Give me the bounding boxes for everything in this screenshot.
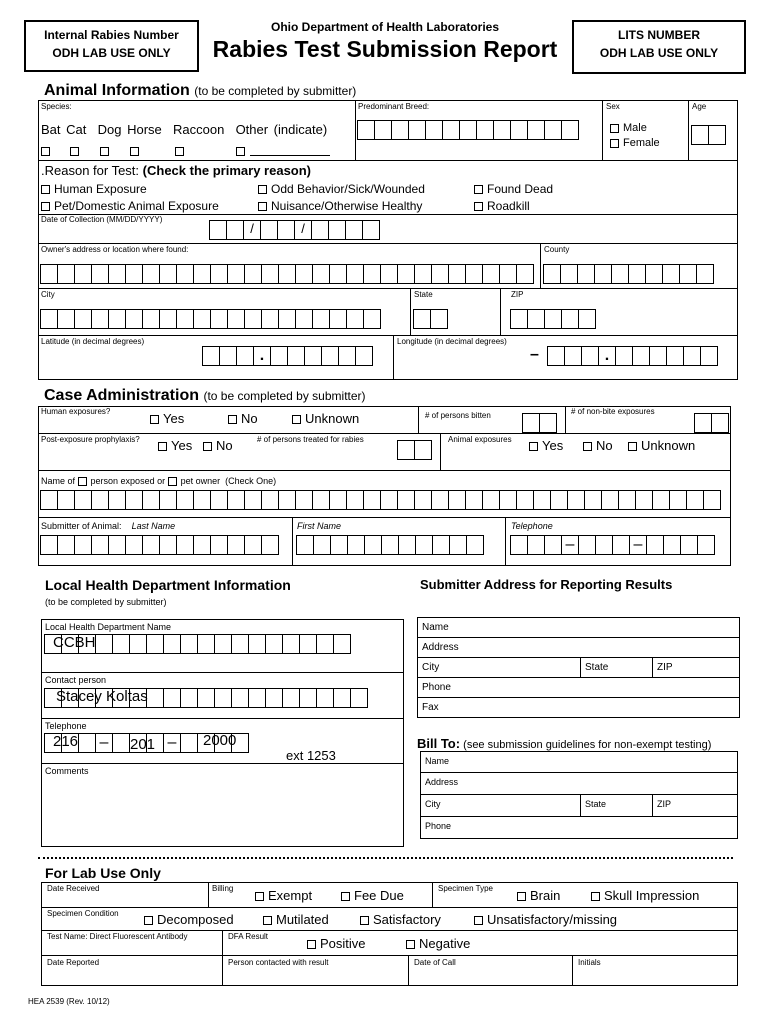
pep-label: Post-exposure prophylaxis? <box>41 435 140 444</box>
pep-yes[interactable]: Yes <box>158 438 192 453</box>
lhd-tel-ext[interactable]: ext 1253 <box>286 748 336 763</box>
breed-label: Predominant Breed: <box>358 102 430 111</box>
human-exposures-yes[interactable]: Yes <box>150 411 184 426</box>
submitter-last-name-cells[interactable] <box>41 535 279 555</box>
bill-to-city-field[interactable]: City <box>425 799 441 809</box>
submitter-address-section <box>417 617 740 718</box>
state-label: State <box>414 290 433 299</box>
billing-fee-due[interactable]: Fee Due <box>341 888 404 903</box>
name-of-label: Name of person exposed or pet owner (Check One) <box>41 476 277 486</box>
sex-male-option[interactable]: Male <box>610 122 647 134</box>
species-other-checkbox[interactable] <box>236 143 249 161</box>
billing-label: Billing <box>212 884 234 893</box>
lits-lab-use-label: ODH LAB USE ONLY <box>599 46 719 60</box>
condition-satisfactory[interactable]: Satisfactory <box>360 912 441 927</box>
condition-mutilated[interactable]: Mutilated <box>263 912 329 927</box>
contact-person-label: Contact person <box>45 675 107 685</box>
condition-unsatisfactory[interactable]: Unsatisfactory/missing <box>474 912 617 927</box>
lhd-tel-line[interactable]: 2000 <box>203 732 237 749</box>
internal-rabies-number-box <box>24 20 199 72</box>
persons-treated-cells[interactable] <box>398 440 432 460</box>
submitter-first-name-cells[interactable] <box>297 535 484 555</box>
specimen-brain[interactable]: Brain <box>517 888 560 903</box>
persons-bitten-label: # of persons bitten <box>425 411 491 420</box>
form-title: Rabies Test Submission Report <box>212 36 558 62</box>
lits-number-label: LITS NUMBER <box>618 28 700 42</box>
form-number: HEA 2539 (Rev. 10/12) <box>28 997 110 1006</box>
lhd-tel-area[interactable]: 216 <box>53 733 79 750</box>
lab-use-heading: For Lab Use Only <box>45 865 161 881</box>
sex-label: Sex <box>606 102 620 111</box>
submitter-zip-field[interactable]: ZIP <box>657 662 673 673</box>
name-of-cells[interactable] <box>41 490 721 510</box>
date-received-label: Date Received <box>47 884 100 893</box>
bill-to-phone-field[interactable]: Phone <box>425 821 452 831</box>
contact-person-value[interactable]: Stacey Koltas <box>56 688 148 705</box>
zip-cells[interactable] <box>511 309 596 329</box>
agency-name: Ohio Department of Health Laboratories <box>270 20 500 34</box>
persons-treated-label: # of persons treated for rabies <box>257 435 364 444</box>
internal-rabies-number-label: Internal Rabies Number <box>44 28 179 42</box>
human-exposures-no[interactable]: No <box>228 411 258 426</box>
lhd-heading: Local Health Department Information <box>45 577 291 593</box>
latitude-label: Latitude (in decimal degrees) <box>41 337 145 346</box>
date-of-collection-cells[interactable]: / / <box>210 220 380 240</box>
bill-to-section <box>420 751 738 839</box>
animal-exposures-unknown[interactable]: Unknown <box>628 438 695 453</box>
county-label: County <box>544 245 570 254</box>
condition-decomposed[interactable]: Decomposed <box>144 912 234 927</box>
pet-owner-checkbox[interactable] <box>168 477 177 486</box>
date-reported-label: Date Reported <box>47 958 100 967</box>
submitter-city-field[interactable]: City <box>422 662 440 673</box>
sex-female-option[interactable]: Female <box>610 137 660 149</box>
species-raccoon-checkbox[interactable] <box>175 143 188 161</box>
lab-use-divider <box>38 857 733 859</box>
dfa-result-label: DFA Result <box>228 932 269 941</box>
age-label: Age <box>692 102 707 111</box>
species-other-line[interactable] <box>250 155 330 156</box>
animal-exposures-no[interactable]: No <box>583 438 613 453</box>
person-exposed-checkbox[interactable] <box>78 477 87 486</box>
non-bite-exposures-cells[interactable] <box>695 413 729 433</box>
reason-roadkill[interactable]: Roadkill <box>474 199 530 213</box>
animal-exposures-label: Animal exposures <box>448 435 512 444</box>
submitter-telephone-cells[interactable]: – – <box>511 535 715 555</box>
submitter-first-name-label: First Name <box>297 521 342 531</box>
date-of-call-label: Date of Call <box>414 958 456 967</box>
lhd-tel-prefix[interactable]: 201 <box>130 736 156 753</box>
reason-nuisance[interactable]: Nuisance/Otherwise Healthy <box>258 199 422 213</box>
city-label: City <box>41 290 55 299</box>
species-options: Bat Cat Dog Horse Raccoon Other (indicate) <box>41 122 328 137</box>
date-of-collection-label: Date of Collection (MM/DD/YYYY) <box>41 215 163 224</box>
animal-exposures-yes[interactable]: Yes <box>529 438 563 453</box>
species-bat-checkbox[interactable] <box>41 143 54 161</box>
dfa-positive[interactable]: Positive <box>307 936 366 951</box>
lhd-telephone-cells[interactable]: – – <box>45 733 249 753</box>
persons-bitten-cells[interactable] <box>523 413 557 433</box>
county-cells[interactable] <box>544 264 714 284</box>
specimen-condition-label: Specimen Condition <box>47 909 119 918</box>
city-cells[interactable] <box>41 309 381 329</box>
billing-exempt[interactable]: Exempt <box>255 888 312 903</box>
reason-odd-behavior[interactable]: Odd Behavior/Sick/Wounded <box>258 182 425 196</box>
submitter-fax-field[interactable]: Fax <box>422 702 439 713</box>
species-horse-checkbox[interactable] <box>130 143 143 161</box>
latitude-cells[interactable]: . <box>203 346 373 366</box>
case-admin-heading: Case Administration (to be completed by submitter) <box>44 387 366 404</box>
reason-found-dead[interactable]: Found Dead <box>474 182 553 196</box>
bill-to-heading: Bill To: (see submission guidelines for non-exempt testing) <box>417 736 712 751</box>
lhd-telephone-label: Telephone <box>45 721 87 731</box>
human-exposures-unknown[interactable]: Unknown <box>292 411 359 426</box>
bill-to-name-field[interactable]: Name <box>425 756 450 766</box>
species-cat-checkbox[interactable] <box>70 143 83 161</box>
person-contacted-label: Person contacted with result <box>228 958 329 967</box>
animal-info-heading: Animal Information (to be completed by submitter) <box>44 82 357 99</box>
test-name-label: Test Name: Direct Fluorescent Antibody <box>47 932 188 941</box>
longitude-cells[interactable]: . <box>548 346 718 366</box>
zip-label: ZIP <box>511 290 524 299</box>
bill-to-zip-field[interactable]: ZIP <box>657 799 672 809</box>
human-exposures-label: Human exposures? <box>41 407 111 416</box>
owner-address-label: Owner's address or location where found: <box>41 245 189 254</box>
reason-human-exposure[interactable]: Human Exposure <box>41 182 147 196</box>
lits-number-box <box>572 20 746 74</box>
pep-no[interactable]: No <box>203 438 233 453</box>
reason-label: .Reason for Test: (Check the primary reason) <box>41 163 312 178</box>
submitter-address-heading: Submitter Address for Reporting Results <box>420 577 673 592</box>
comments-label: Comments <box>45 766 89 776</box>
bill-to-address-field[interactable]: Address <box>425 777 459 787</box>
submitter-phone-field[interactable]: Phone <box>422 682 451 693</box>
dfa-negative[interactable]: Negative <box>406 936 470 951</box>
specimen-skull-impression[interactable]: Skull Impression <box>591 888 699 903</box>
lhd-subheading: (to be completed by submitter) <box>45 597 167 607</box>
non-bite-exposures-label: # of non-bite exposures <box>571 407 655 416</box>
state-cells[interactable] <box>414 309 448 329</box>
reason-pet-exposure[interactable]: Pet/Domestic Animal Exposure <box>41 199 219 213</box>
longitude-minus: – <box>530 346 539 363</box>
submitter-address-field[interactable]: Address <box>422 642 459 653</box>
specimen-type-label: Specimen Type <box>438 884 493 893</box>
submitter-name-field[interactable]: Name <box>422 622 449 633</box>
internal-lab-use-label: ODH LAB USE ONLY <box>52 46 171 60</box>
breed-cells[interactable] <box>358 120 579 140</box>
species-dog-checkbox[interactable] <box>100 143 113 161</box>
longitude-label: Longitude (in decimal degrees) <box>397 337 507 346</box>
initials-label: Initials <box>578 958 601 967</box>
submitter-telephone-label: Telephone <box>511 521 553 531</box>
submitter-last-name-label: Submitter of Animal: Last Name <box>41 521 176 531</box>
lhd-name-label: Local Health Department Name <box>45 622 172 632</box>
bill-to-state-field[interactable]: State <box>585 799 607 809</box>
species-label: Species: <box>41 102 72 111</box>
lhd-name-value[interactable]: CCBH <box>53 634 96 651</box>
owner-address-cells[interactable] <box>41 264 534 284</box>
submitter-state-field[interactable]: State <box>585 662 609 673</box>
age-cells[interactable] <box>692 125 726 145</box>
